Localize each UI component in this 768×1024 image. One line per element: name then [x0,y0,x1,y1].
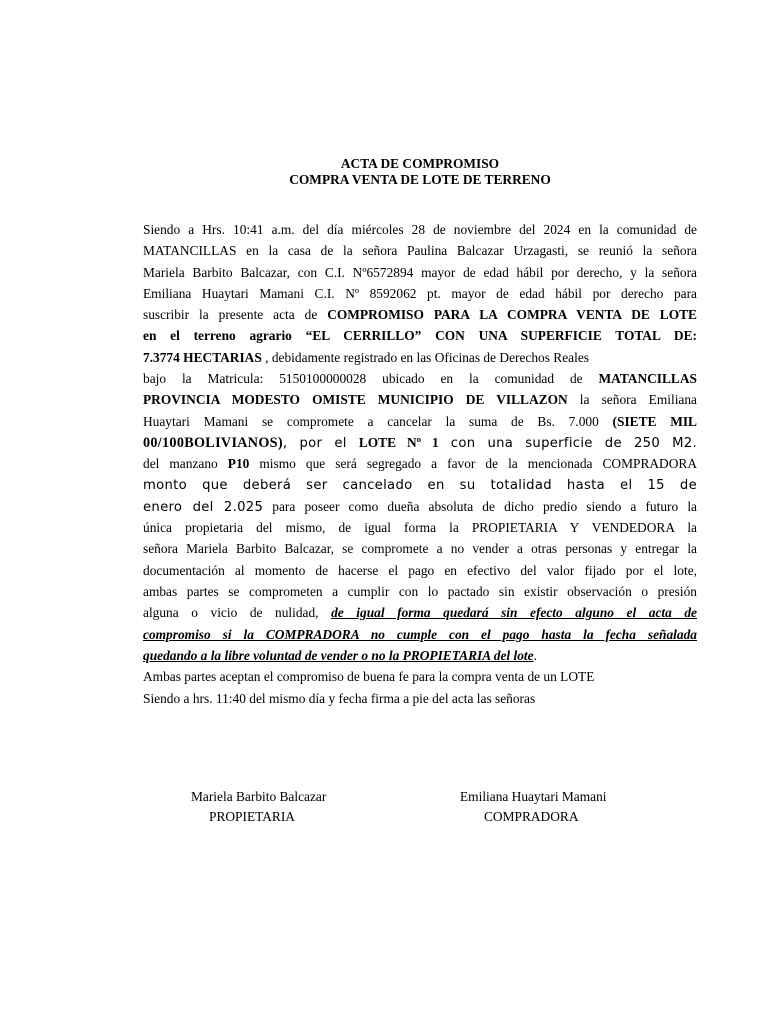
body-line: PROVINCIA MODESTO OMISTE MUNICIPIO DE VILLAZON la señora Emiliana [143,392,697,408]
body-line: Emiliana Huaytari Mamani C.I. Nº 8592062 pt. mayor de edad hábil por derecho para [143,285,697,301]
signature-left-name: Mariela Barbito Balcazar [191,789,327,804]
body-line: ambas partes se comprometen a cumplir con lo pactado sin existir observación o presión [143,584,697,600]
document-subtitle: COMPRA VENTA DE LOTE DE TERRENO [289,172,551,187]
body-line: compromiso si la COMPRADORA no cumple con el pago hasta la fecha señalada [143,626,697,642]
body-line: documentación al momento de hacerse el pago en efectivo del valor fijado por el lote, [143,562,697,578]
signature-left-role: PROPIETARIA [209,809,295,824]
body-line: quedando a la libre voluntad de vender o no la PROPIETARIA del lote. [143,647,537,663]
body-line: Siendo a Hrs. 10:41 a.m. del día miércoles 28 de noviembre del 2024 en la comunidad de [143,222,697,237]
body-line: en el terreno agrario “EL CERRILLO” CON UNA SUPERFICIE TOTAL DE: [143,328,697,344]
body-line: monto que deberá ser cancelado en su totalidad hasta el 15 de [143,477,697,493]
document-body [143,219,697,709]
document-title: ACTA DE COMPROMISO [340,156,500,171]
body-line: MATANCILLAS en la casa de la señora Paulina Balcazar Urzagasti, se reunió la señora [143,243,697,259]
body-line: Mariela Barbito Balcazar, con C.I. Nº6572894 mayor de edad hábil por derecho, y la señora [143,264,697,280]
body-line: 00/100BOLIVIANOS), por el LOTE Nº 1 con una superficie de 250 M2. [143,434,697,451]
body-line: señora Mariela Barbito Balcazar, se compromete a no vender a otras personas y entregar la [143,541,697,557]
body-line: suscribir la presente acta de COMPROMISO PARA LA COMPRA VENTA DE LOTE [143,307,697,323]
signature-right-role: COMPRADORA [484,809,579,824]
body-line: alguna o vicio de nulidad, de igual forma quedará sin efecto alguno el acta de [143,605,697,621]
body-line: Siendo a hrs. 11:40 del mismo día y fecha firma a pie del acta las señoras [143,690,536,706]
body-line: enero del 2.025 para poseer como dueña absoluta de dicho predio siendo a futuro la [143,498,697,515]
signature-right-name: Emiliana Huaytari Mamani [460,789,607,804]
body-line: bajo la Matricula: 5150100000028 ubicado en la comunidad de MATANCILLAS [143,371,697,387]
body-line: Ambas partes aceptan el compromiso de buena fe para la compra venta de un LOTE [143,669,595,685]
body-line: única propietaria del mismo, de igual forma la PROPIETARIA Y VENDEDORA la [143,520,697,536]
body-line: Huaytari Mamani se compromete a cancelar la suma de Bs. 7.000 (SIETE MIL [143,413,697,429]
body-line: 7.3774 HECTARIAS , debidamente registrado en las Oficinas de Derechos Reales [143,349,589,365]
body-line: del manzano P10 mismo que será segregado a favor de la mencionada COMPRADORA [143,456,698,472]
